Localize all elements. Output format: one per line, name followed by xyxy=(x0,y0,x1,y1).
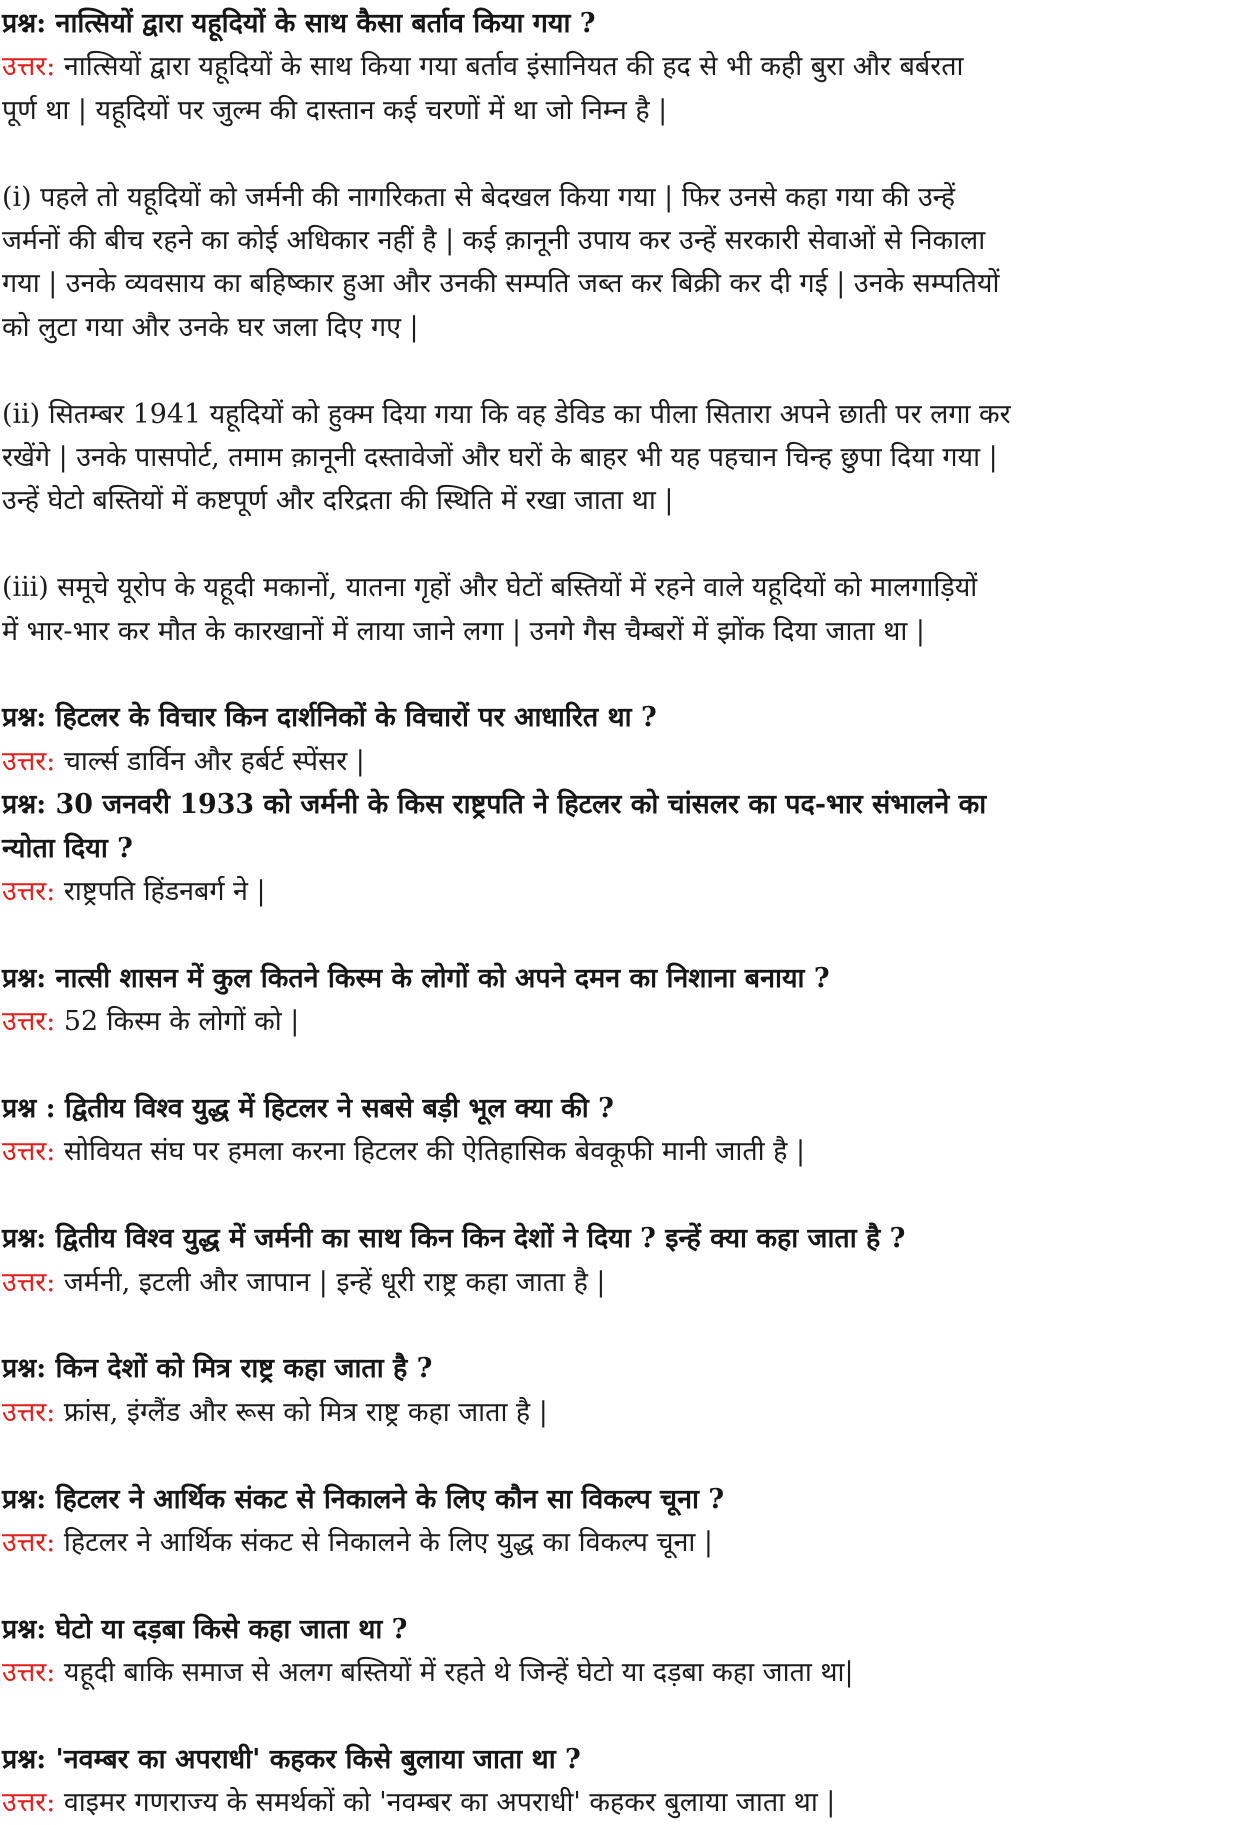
answer-text: सोवियत संघ पर हमला करना हिटलर की ऐतिहासिक बेवकूफी मानी जाती है | xyxy=(63,1136,805,1168)
point-iii xyxy=(2,566,1248,653)
answer-text: नात्सियों द्वारा यहूदियों के साथ किया गया बर्ताव इंसानियत की हद से भी कही बुरा और बर्बरता xyxy=(63,51,964,83)
paragraph-line: (iii) समूचे यूरोप के यहूदी मकानों, यातना गृहों और घेटों बस्तियों में रहने वाले यहूदियों को मालगाड़ियों xyxy=(2,572,978,604)
answer-line xyxy=(2,1000,1248,1043)
answer-label: उत्तर: xyxy=(2,1006,56,1038)
answer-label: उत्तर: xyxy=(2,745,56,777)
qa-block xyxy=(2,1087,1248,1217)
answer-continuation: पूर्ण था | यहूदियों पर जुल्म की दास्तान कई चरणों में था जो निम्न है | xyxy=(2,94,668,126)
paragraph-line: रखेंगे | उनके पासपोर्ट, तमाम क़ानूनी दस्तावेजों और घरों के बाहर भी यह पहचान चिन्ह छुपा दिया गया | xyxy=(2,442,998,474)
qa-block xyxy=(2,783,1248,957)
answer-line xyxy=(2,1391,1248,1434)
answer-label: उत्तर: xyxy=(2,876,56,908)
answer-label: उत्तर: xyxy=(2,1396,56,1428)
paragraph-line: को लुटा गया और उनके घर जला दिए गए | xyxy=(2,311,419,343)
answer-text: 52 किस्म के लोगों को | xyxy=(63,1006,300,1038)
answer-label: उत्तर: xyxy=(2,1527,56,1559)
paragraph-line: उन्हें घेटो बस्तियों में कष्टपूर्ण और दरिद्रता की स्थिति में रखा जाता था | xyxy=(2,485,674,517)
point-i xyxy=(2,176,1248,350)
paragraph-line: में भार-भार कर मौत के कारखानों में लाया जाने लगा | उनगे गैस चैम्बरों में झोंक दिया जाता था | xyxy=(2,615,925,647)
answer-label: उत्तर: xyxy=(2,1787,56,1819)
answer-label: उत्तर: xyxy=(2,51,56,83)
qa-block xyxy=(2,957,1248,1087)
question-heading: प्रश्न: 30 जनवरी 1933 को जर्मनी के किस राष्ट्रपति ने हिटलर को चांसलर का पद-भार संभालने का xyxy=(2,789,987,821)
question-continuation: न्योता दिया ? xyxy=(2,832,133,864)
answer-text: राष्ट्रपति हिंडनबर्ग ने | xyxy=(63,876,266,908)
question-heading: प्रश्न: 'नवम्बर का अपराधी' कहकर किसे बुलाया जाता था ? xyxy=(2,1744,581,1776)
qa-block xyxy=(2,1738,1248,1825)
question-heading: प्रश्न : द्वितीय विश्व युद्ध में हिटलर ने सबसे बड़ी भूल क्या की ? xyxy=(2,1093,614,1125)
paragraph-line: (i) पहले तो यहूदियों को जर्मनी की नागरिकता से बेदखल किया गया | फिर उनसे कहा गया की उन्हें xyxy=(2,181,955,213)
answer-text: यहूदी बाकि समाज से अलग बस्तियों में रहते थे जिन्हें घेटो या दड़बा कहा जाता था| xyxy=(63,1657,854,1689)
question-heading: प्रश्न: द्वितीय विश्व युद्ध में जर्मनी का साथ किन किन देशों ने दिया ? इन्हें क्या कहा जाता है ? xyxy=(2,1223,906,1255)
answer-line xyxy=(2,1130,1248,1173)
answer-text: चार्ल्स डार्विन और हर्बर्ट स्पेंसर | xyxy=(63,745,365,777)
paragraph-line: जर्मनों की बीच रहने का कोई अधिकार नहीं है | कई क़ानूनी उपाय कर उन्हें सरकारी सेवाओं से निकाला xyxy=(2,225,986,257)
qa-block xyxy=(2,1478,1248,1608)
answer-label: उत्तर: xyxy=(2,1266,56,1298)
qa-block xyxy=(2,1217,1248,1347)
qa-block-1 xyxy=(2,2,1248,696)
answer-line xyxy=(2,1781,1248,1824)
answer-line xyxy=(2,740,1248,783)
answer-text: जर्मनी, इटली और जापान | इन्हें धूरी राष्ट्र कहा जाता है | xyxy=(63,1266,606,1298)
question-heading: प्रश्न: हिटलर ने आर्थिक संकट से निकालने के लिए कौन सा विकल्प चूना ? xyxy=(2,1483,725,1515)
answer-line xyxy=(2,45,1248,88)
answer-label: उत्तर: xyxy=(2,1136,56,1168)
question-heading: प्रश्न: नात्सी शासन में कुल कितने किस्म के लोगों को अपने दमन का निशाना बनाया ? xyxy=(2,962,830,994)
point-ii xyxy=(2,393,1248,523)
question-heading: प्रश्न: हिटलर के विचार किन दार्शनिकों के विचारों पर आधारित था ? xyxy=(2,702,657,734)
question-heading: प्रश्न: नात्सियों द्वारा यहूदियों के साथ कैसा बर्ताव किया गया ? xyxy=(2,8,596,39)
answer-text: फ्रांस, इंग्लैंड और रूस को मित्र राष्ट्र कहा जाता है | xyxy=(63,1396,548,1428)
qa-block xyxy=(2,696,1248,783)
question-heading: प्रश्न: किन देशों को मित्र राष्ट्र कहा जाता है ? xyxy=(2,1353,433,1385)
answer-text: वाइमर गणराज्य के समर्थकों को 'नवम्बर का अपराधी' कहकर बुलाया जाता था | xyxy=(63,1787,836,1819)
qa-block xyxy=(2,1608,1248,1738)
question-heading: प्रश्न: घेटो या दड़बा किसे कहा जाता था ? xyxy=(2,1613,408,1645)
paragraph-line: (ii) सितम्बर 1941 यहूदियों को हुक्म दिया गया कि वह डेविड का पीला सितारा अपने छाती पर लगा कर xyxy=(2,398,1011,430)
answer-line xyxy=(2,1521,1248,1564)
answer-label: उत्तर: xyxy=(2,1657,56,1689)
answer-text: हिटलर ने आर्थिक संकट से निकालने के लिए युद्ध का विकल्प चूना | xyxy=(63,1527,713,1559)
answer-line xyxy=(2,1651,1248,1694)
answer-line xyxy=(2,1261,1248,1304)
paragraph-line: गया | उनके व्यवसाय का बहिष्कार हुआ और उनकी सम्पति जब्त कर बिक्री कर दी गई | उनके सम्पतियों xyxy=(2,268,1000,300)
qa-block xyxy=(2,1347,1248,1477)
answer-line xyxy=(2,870,1248,913)
